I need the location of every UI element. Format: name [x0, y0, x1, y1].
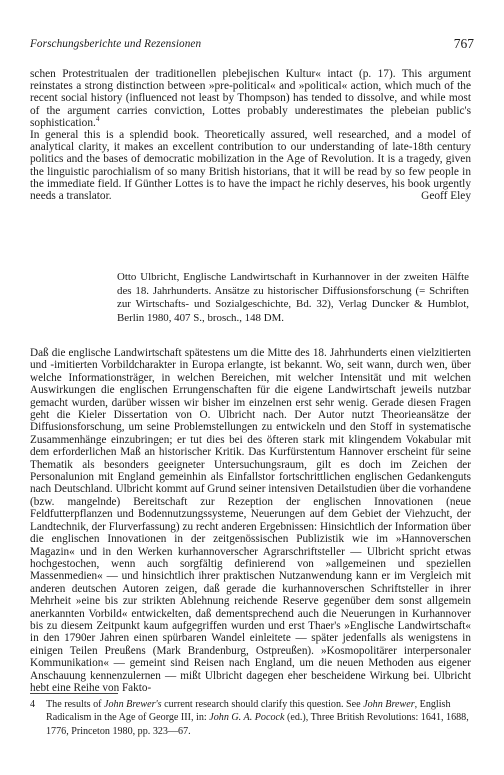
english-review-text: [30, 68, 471, 202]
footnote-segment: , English Radicalism in the Age of George III, in:: [46, 699, 451, 724]
footnote-text: [46, 698, 471, 738]
footnote-number: 4: [30, 699, 36, 710]
footnote-segment: The results of: [46, 699, 105, 710]
section-title: Forschungsberichte und Rezensionen: [30, 38, 202, 50]
footnote: [30, 698, 471, 738]
reviewer-signature: Geoff Eley: [421, 190, 471, 203]
review-paragraph-2: [30, 129, 471, 202]
paragraph-text: schen Protestritualen der traditionellen plebejischen Kultur« intact (p. 17). This argument reinstates a strong distinction between »pre-political« and »political« action, which much of the recent social history (influenced not least by Thompson) has tended to dissolve, and while most of the argument carries conviction, Lottes probably underestimates the plebeian public's sophistication.: [30, 68, 471, 129]
german-review-text: [30, 347, 471, 694]
paragraph-text: In general this is a splendid book. Theoretically assured, well researched, and a model of analytical clarity, it makes an excellent contribution to our understanding of late-18th century politics and the bases of democratic mobilization in the Age of Revolution. It is a tragedy, given the linguistic parochialism of so many British historians, that it will be read by so few people in the immediate field. If Günther Lottes is to have the impact he richly deserves, his book urgently needs a translator.: [30, 129, 471, 203]
review-paragraph-1: [30, 68, 471, 129]
footnote-divider: [30, 693, 118, 694]
book-citation: Otto Ulbricht, Englische Landwirtschaft in Kurhannover in der zweiten Hälfte des 18. Jahrhunderts. Ansätze zu historischer Diffusionsforschung (= Schriften zur Wirtschafts- und Sozialgeschichte, Bd. 32), Verlag Duncker & Humblot, Berlin 1980, 407 S., brosch., 148 DM.: [117, 271, 469, 325]
running-header: [30, 38, 474, 56]
footnote-author: John Brewer's: [104, 699, 162, 710]
footnote-author: John G. A. Pocock: [209, 712, 285, 724]
footnote-segment: current research should clarify this question. See: [161, 699, 364, 710]
german-paragraph: Daß die englische Landwirtschaft spätestens um die Mitte des 18. Jahrhunderts einen vielzitierten und -imitierten Vorbildcharakter in Europa erlangte, ist bekannt. Wo, seit wann, durch wen, über welche Informationsträger, in welchen Bereichen, mit welcher Intensität und mit welchen Auswirkungen die englischen Errungenschaften für die eigene Landwirtschaft jeweils nutzbar gemacht wurden, darüber wissen wir bisher im einzelnen erst sehr wenig. Gerade diesen Fragen geht die Kieler Dissertation von O. Ulbricht nach. Der Autor nutzt Theorieansätze der Diffusionsforschung, um seine Problemstellungen zu entwickeln und den Stoff in systematische Zusammenhänge einzubringen; er tut dies bei des öfteren stark mit klingendem Vokabular mit dem erforderlichen Maß an historischer Kritik. Das Kurfürstentum Hannover erscheint für seine Thematik als besonders geeigneter Untersuchungsraum, gilt es doch im Zeichen der Personalunion mit England gemeinhin als Einfallstor fortschrittlichen englischen Gedankenguts nach Deutschland. Ulbricht kommt auf Grund seiner intensiven Detailstudien über die vorhandene (bzw. mangelnde) Bereitschaft zur Rezeption der englischen Innovationen (neue Feldfutterpflanzen und Bodennutzungssysteme, Neuerungen auf dem Gebiet der Viehzucht, der Landtechnik, der Flurverfassung) zu recht anderen Ergebnissen: Hinsichtlich der Information über die englischen Innovationen in der zeitgenössischen Publizistik wie im »Hannoverschen Magazin« und in den Werken kurhannoverscher Agrarschriftsteller — Ulbricht spricht etwas hochgestochen, wenn auch sorgfältig definierend von »allgemeinen und speziellen Massenmedien« — und hinsichtlich ihrer praktischen Nutzanwendung kann er im Vergleich mit anderen deutschen Autoren zeigen, daß gerade die kurhannoverschen Schriftsteller in ihrer Mehrheit »eine bis zur strikten Ablehnung reichende Reserve gegenüber dem sonst allgemein anerkannten Vorbild« entwickelten, daß dementsprechend auch die Neuerungen in Kurhannover bis zu diesem Zeitpunkt kaum aufgegriffen wurden und erst Thaer's »Englische Landwirtschaft« in den 1790er Jahren einen spürbaren Wandel einleitete — später jedenfalls als wenigstens in einigen Teilen Preußens (Mark Brandenburg, Ostpreußen). »Kosmopolitärer interpersonaler Kommunikation« — gemeint sind Reisen nach England, um die neuen Methoden aus eigener Anschauung kennenzulernen — mißt Ulbricht dagegen eher bescheidene Wirkung bei. Ulbricht hebt eine Reihe von Fakto-: [30, 347, 471, 694]
footnote-author: John Brewer: [363, 699, 415, 710]
footnote-segment: (ed.), Three British Revolutions: 1641, 1688, 1776, Princeton 1980, pp. 323—67.: [46, 712, 469, 737]
page-number: 767: [453, 36, 474, 51]
footnote-marker: 4: [95, 115, 100, 124]
